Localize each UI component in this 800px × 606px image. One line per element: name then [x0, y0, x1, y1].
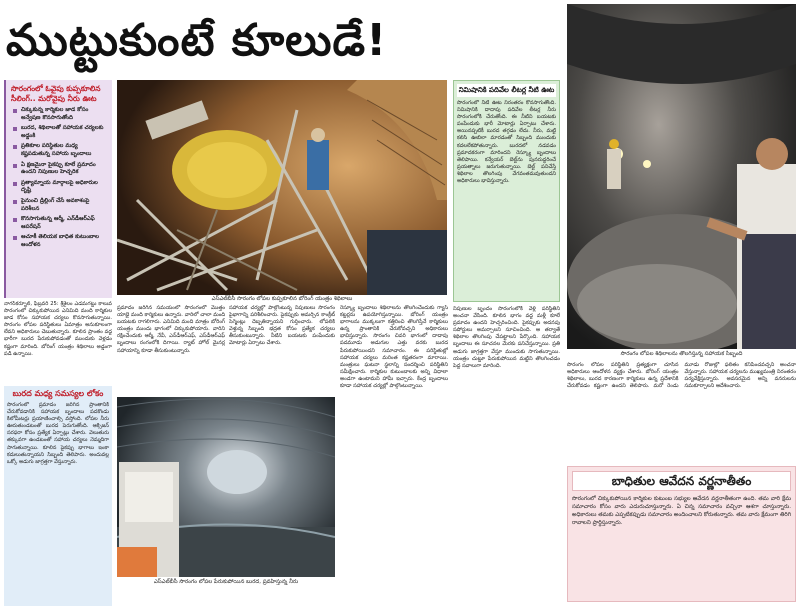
- highlight-item: పైనుంచి డ్రిల్లింగ్ చేసే అవకాశంపై పరిశీలన: [21, 198, 108, 213]
- article-col-d: రెస్క్యూ బృందాలు శిథిలాలను తొలగించేందుకు గ్యాస్ కట్టర్లను ఉపయోగిస్తున్నాయి. బోరింగ్ యంత్రం భాగాలను ముక్కలుగా కత్తిరించి తొలగిస్తేనే కార్మికులు ఉన్న ప్రాంతానికి చేరుకోవచ్చని అధికారులు భావిస్తున్నారు. సొరంగం చివరి భాగంలో దాదాపు పదమూడు అడుగుల ఎత్తు వరకు బురద పేరుకుపోయిందని సమాచారం. ఈ పరిస్థితుల్లో సహాయక చర్యలు మరింత కష్టతరంగా మారాయి. మంత్రులు ఘటనా స్థలాన్ని సందర్శించి పరిస్థితిని సమీక్షించారు. కార్మికుల కుటుంబాలకు అన్ని విధాలా అండగా ఉంటామని హామీ ఇచ్చారు. కేంద్ర బృందాలు కూడా సహాయక చర్యల్లో పాల్గొంటున్నాయి.: [340, 305, 448, 390]
- highlight-item: చిక్కుకున్న కార్మికుల జాడ కోసం అన్వేషణ కొనసాగుతోంది: [21, 107, 108, 122]
- article-col-a: నాగర్‌కర్నూల్, ఫిబ్రవరి 25: శ్రీశైలం ఎడమగట్టు కాలువ సొరంగంలో చిక్కుకుపోయిన ఎనిమిది మంది కార్మికుల జాడ కోసం సహాయక చర్యలు కొనసాగుతున్నాయి. సొరంగం లోపల పరిస్థితులు ఏమాత్రం అనుకూలంగా లేవని అధికారులు చెబుతున్నారు. కూలిన ప్రాంతం వద్ద భారీగా బురద పేరుకుపోవడంతో ముందుకు వెళ్లడం కష్టంగా మారింది. బోరింగ్ యంత్రం శిథిలాలు అడ్డంగా పడి ఉన్నాయి.: [4, 301, 112, 357]
- victims-box: [567, 466, 796, 602]
- caption-top-photo: ఎస్‌ఎల్‌బీసీ సొరంగం లోపల కుప్పకూలిన బోరింగ్ యంత్రం శిథిలాలు: [211, 296, 353, 302]
- highlight-item: ఏ క్షణమైనా పైకప్పు కూలే ప్రమాదం ఉందని నిపుణుల హెచ్చరిక: [21, 162, 108, 177]
- photo-tunnel-water: [117, 397, 335, 577]
- tunnel-water-image: [117, 397, 335, 577]
- photo-collapsed-machine: [117, 80, 447, 295]
- article-col-f: నిపుణుల బృందం సొరంగంలోకి వెళ్లి పరిస్థితిని అంచనా వేసింది. కూలిన భాగం వద్ద మళ్లీ కూలే ప్రమాదం ఉందని హెచ్చరించింది. పైకప్పుకు అదనపు సపోర్టులు అమర్చాలని సూచించింది. ఆ తర్వాతే శిథిలాల తొలగింపు చేపట్టాలని పేర్కొంది. సహాయక బృందాలు ఈ సూచనల మేరకు పనిచేస్తున్నాయి. ప్రతి అడుగు జాగ్రత్తగా వేస్తూ ముందుకు సాగుతున్నాయి. యంత్రం చుట్టూ పేరుకుపోయిన మట్టిని తొలగించడం పెద్ద సవాలుగా మారింది.: [453, 306, 560, 369]
- highlights-list: [11, 107, 108, 250]
- subsection-body: సొరంగంలో ప్రమాదం జరిగిన ప్రాంతానికి చేరుకోవడానికి సహాయక బృందాలు పదకొండు కిలోమీటర్లు ప్రయాణించాల్సి వస్తోంది. లోపల నీరు ఊరుతుండటంతో బురద పెరుగుతోంది. ఆక్సిజన్ సరఫరా కోసం ప్రత్యేక ఏర్పాట్లు చేశారు. వెలుతురు తక్కువగా ఉండటంతో సహాయ చర్యలు నెమ్మదిగా సాగుతున్నాయి. కూలిన పైకప్పు భాగాలు ఇంకా కదులుతున్నాయని సిబ్బంది తెలిపారు. అందువల్ల ఒక్కో అడుగు జాగ్రత్తగా వేస్తున్నారు.: [7, 402, 109, 465]
- rescue-workers-image: [567, 4, 796, 349]
- subsection-title: బురద మధ్య సమస్యల లోకం: [12, 389, 104, 398]
- article-col-c: సహాయక చర్యల్లో పాల్గొంటున్న నిపుణులు సొరంగం పైభాగాన్ని పరిశీలించారు. పైకప్పుకు అమర్చిన కాంక్రీట్ సెగ్మెంట్లు దెబ్బతిన్నాయని గుర్తించారు. లోపలికి వెళ్తున్న సిబ్బంది భద్రత కోసం ప్రత్యేక చర్యలు తీసుకుంటున్నారు. నీటిని బయటకు పంపేందుకు మోటార్లు ఏర్పాటు చేశారు.: [229, 305, 335, 347]
- highlight-item: బురద, శిథిలాలతో సహాయక చర్యలకు అడ్డంకి: [21, 125, 108, 140]
- caption-bottom-photo: ఎస్‌ఎల్‌బీసీ సొరంగం లోపల పేరుకుపోయిన బురద, ప్రవహిస్తున్న నీరు: [153, 579, 299, 585]
- highlight-item: ప్రత్యామ్నాయ మార్గాలపై అధికారుల దృష్టి: [21, 180, 108, 195]
- article-col-right: సొరంగం లోపల పరిస్థితిని ప్రత్యక్షంగా చూసిన అధికారులు ఆందోళన వ్యక్తం చేశారు. బోరింగ్ యంత్రం శిథిలాలు, బురద కారణంగా కార్మికులు ఉన్న ప్రదేశానికి చేరుకోవడం కష్టంగా ఉందని తెలిపారు. మరో రెండు మూడు రోజుల్లో ఫలితం కనిపించవచ్చని అంచనా వేస్తున్నారు. సహాయక చర్యలను ముఖ్యమంత్రి నిరంతరం పర్యవేక్షిస్తున్నారు. అవసరమైన అన్ని వనరులను సమకూర్చాలని ఆదేశించారు.: [567, 362, 796, 390]
- photo-rescue-workers: [567, 4, 796, 349]
- victims-title: బాధితుల ఆవేదన వర్ణనాతీతం: [572, 471, 791, 491]
- subsection-box: [4, 386, 112, 606]
- victims-body: సొరంగంలో చిక్కుకుపోయిన కార్మికుల కుటుంబ సభ్యుల ఆవేదన వర్ణనాతీతంగా ఉంది. తమ వారి క్షేమ సమాచారం కోసం వారు ఎదురుచూస్తున్నారు. ఏ చిన్న సమాచారం వచ్చినా ఆశగా చూస్తున్నారు. అధికారులు తమకు ఎప్పటికప్పుడు సమాచారం అందించాలని కోరుతున్నారు. తమ వారు క్షేమంగా తిరిగి రావాలని ప్రార్థిస్తున్నారు.: [572, 496, 791, 526]
- highlights-box: [4, 80, 112, 298]
- highlights-title: సొరంగంలో ఓవైపు కుప్పకూలిన సీలింగ్.. మరోవైపు నీరు ఊట: [11, 84, 101, 103]
- collapsed-machine-image: [117, 80, 447, 295]
- article-col-b: ప్రమాదం జరిగిన సమయంలో సొరంగంలో మొత్తం యాభై మంది కార్మికులు ఉన్నారు. వారిలో చాలా మంది బయటకు రాగలిగారు. ఎనిమిది మంది మాత్రం బోరింగ్ యంత్రం ముందు భాగంలో చిక్కుకుపోయారు. వారిని రక్షించేందుకు ఆర్మీ, నేవీ, ఎన్‌డీఆర్‌ఎఫ్, ఎస్‌డీఆర్‌ఎఫ్ బృందాలు రంగంలోకి దిగాయి. ర్యాట్ హోల్ మైనర్ల సహాయాన్ని కూడా తీసుకుంటున్నారు.: [117, 305, 225, 354]
- highlight-item: కొనసాగుతున్న ఆర్మీ, ఎన్‌డీఆర్‌ఎఫ్ ఆపరేషన్: [21, 216, 108, 231]
- highlight-item: ప్రతికూల పరిస్థితుల మధ్య కష్టపడుతున్న సహాయ బృందాలు: [21, 143, 108, 158]
- caption-right-photo: సొరంగం లోపల శిథిలాలను తొలగిస్తున్న సహాయక సిబ్బంది: [620, 351, 743, 357]
- water-seepage-body: సొరంగంలో నీటి ఊట నిరంతరం కొనసాగుతోంది. నిమిషానికి దాదాపు పదివేల లీటర్ల నీరు సొరంగంలోకి చేరుతోంది. ఈ నీటిని బయటకు పంపేందుకు భారీ మోటార్లు ఏర్పాటు చేశారు. అయినప్పటికీ బురద తగ్గడం లేదు. నీరు, మట్టి కలిసి ఊబిలా మారడంతో సిబ్బంది ముందుకు కదలలేకపోతున్నారు. బురదలో నడవడం ప్రమాదకరంగా మారిందని రెస్క్యూ బృందాలు తెలిపాయి. కన్వేయర్ బెల్ట్‌ను పునరుద్ధరించే ప్రయత్నాలు జరుగుతున్నాయి. బెల్ట్ పనిచేస్తే శిథిలాల తొలగింపు వేగవంతమవుతుందని అధికారులు భావిస్తున్నారు.: [457, 100, 556, 185]
- headline: ముట్టుకుంటే కూలుడే!: [6, 15, 388, 66]
- water-seepage-box: [453, 80, 560, 302]
- highlight-item: ఆచూకీ తెలియక బాధిత కుటుంబాల ఆందోళన: [21, 234, 108, 249]
- water-seepage-title: నిమిషానికి పదివేల లీటర్ల నీటి ఊట: [457, 84, 556, 97]
